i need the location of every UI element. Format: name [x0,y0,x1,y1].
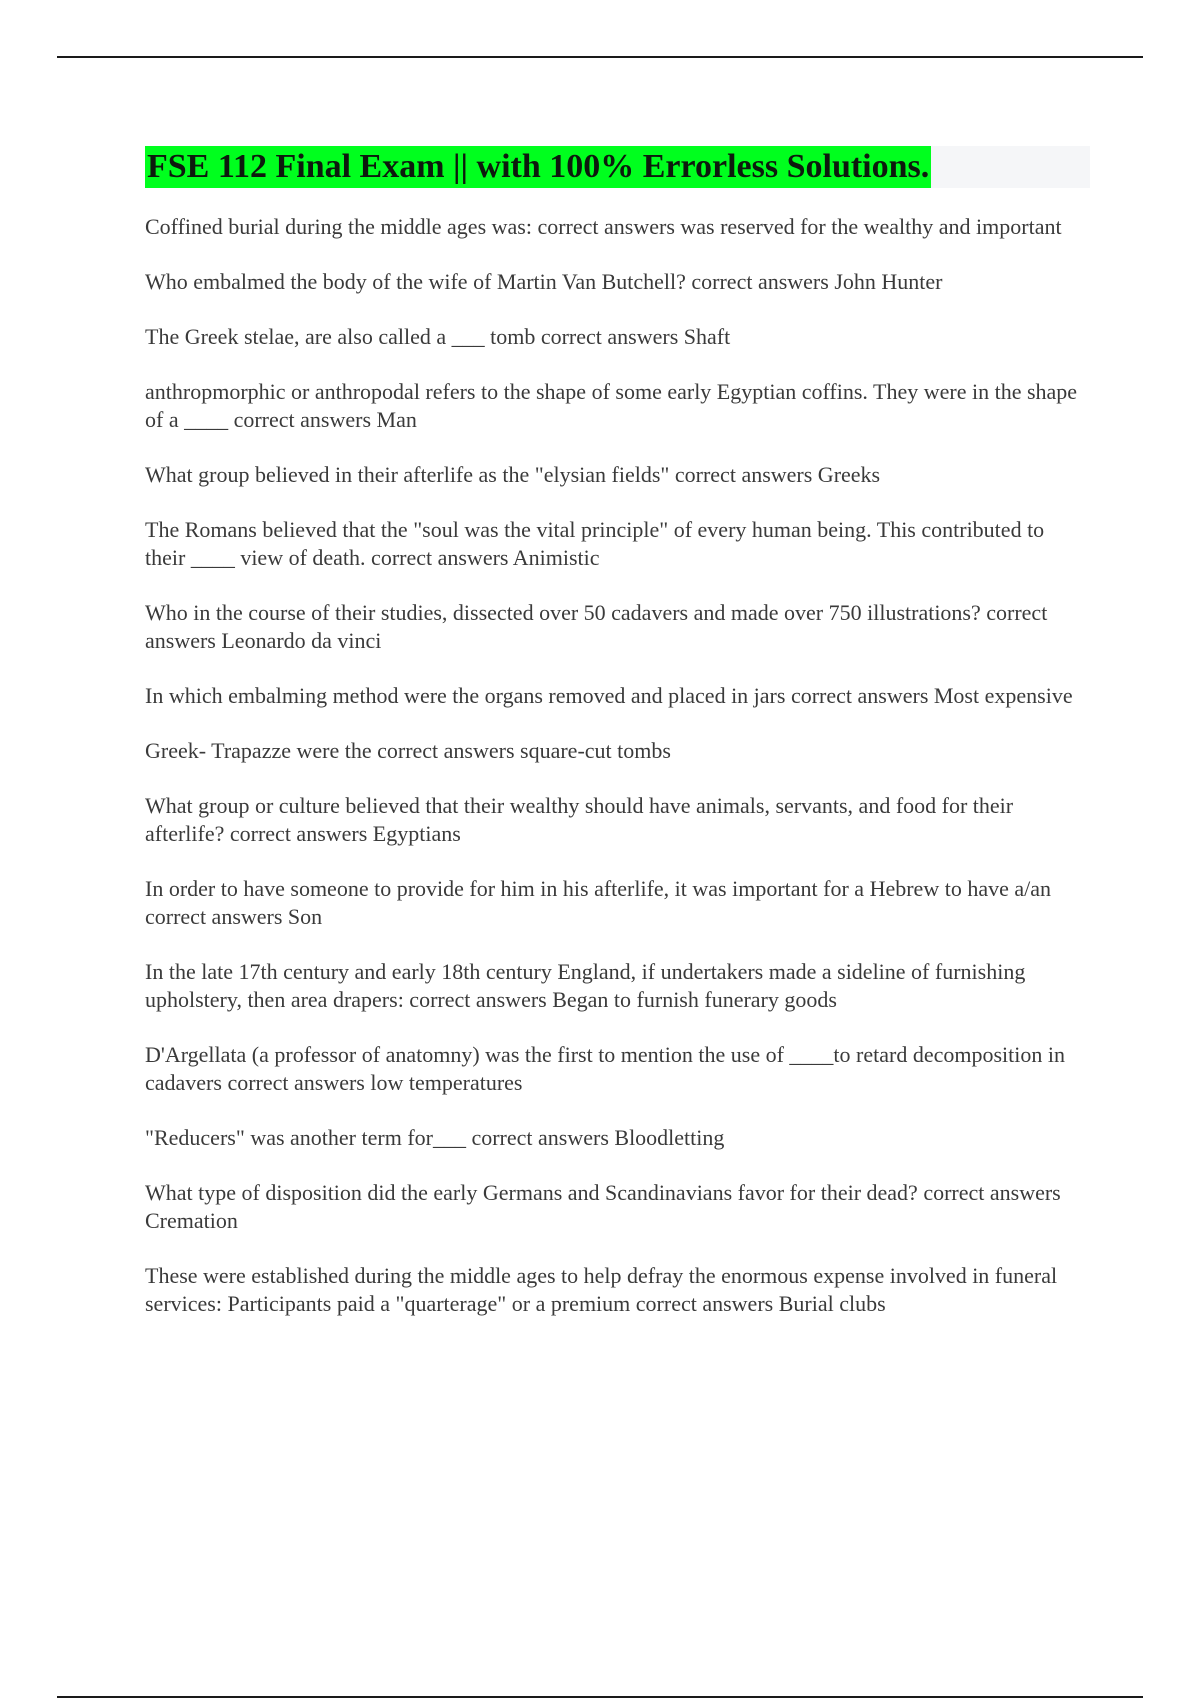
qa-list [145,213,1085,1345]
qa-item: Coffined burial during the middle ages was: correct answers was reserved for the wealthy and important [145,214,1062,239]
qa-item: anthropmorphic or anthropodal refers to the shape of some early Egyptian coffins. They were in the shape of a ____ correct answers Man [145,379,1078,432]
document-title: FSE 112 Final Exam || with 100% Errorless Solutions. [145,146,931,188]
qa-item: What type of disposition did the early Germans and Scandinavians favor for their dead? correct answers Cremation [145,1180,1061,1233]
qa-item: The Greek stelae, are also called a ___ tomb correct answers Shaft [145,324,731,349]
qa-item: What group believed in their afterlife as the "elysian fields" correct answers Greeks [145,462,881,487]
qa-item: In order to have someone to provide for him in his afterlife, it was important for a Hebrew to have a/an correct answers Son [145,876,1051,929]
qa-item: What group or culture believed that their wealthy should have animals, servants, and food for their afterlife? correct answers Egyptians [145,793,1014,846]
top-rule [57,56,1143,58]
qa-item: In the late 17th century and early 18th century England, if undertakers made a sideline of furnishing upholstery, then area drapers: correct answers Began to furnish funerary goods [145,959,1026,1012]
qa-item: Greek- Trapazze were the correct answers square-cut tombs [145,738,671,763]
qa-item: Who embalmed the body of the wife of Martin Van Butchell? correct answers John Hunter [145,269,943,294]
bottom-rule [57,1696,1143,1698]
qa-item: In which embalming method were the organs removed and placed in jars correct answers Most expensive [145,683,1073,708]
qa-item: D'Argellata (a professor of anatomny) was the first to mention the use of ____to retard decomposition in cadavers correct answers low temperatures [145,1042,1065,1095]
qa-item: The Romans believed that the "soul was the vital principle" of every human being. This contributed to their ____ view of death. correct answers Animistic [145,517,1045,570]
qa-item: "Reducers" was another term for___ correct answers Bloodletting [145,1125,725,1150]
qa-item: These were established during the middle ages to help defray the enormous expense involved in funeral services: Participants paid a "quarterage" or a premium correct answers Burial clubs [145,1263,1058,1316]
qa-item: Who in the course of their studies, dissected over 50 cadavers and made over 750 illustrations? correct answers Leonardo da vinci [145,600,1048,653]
